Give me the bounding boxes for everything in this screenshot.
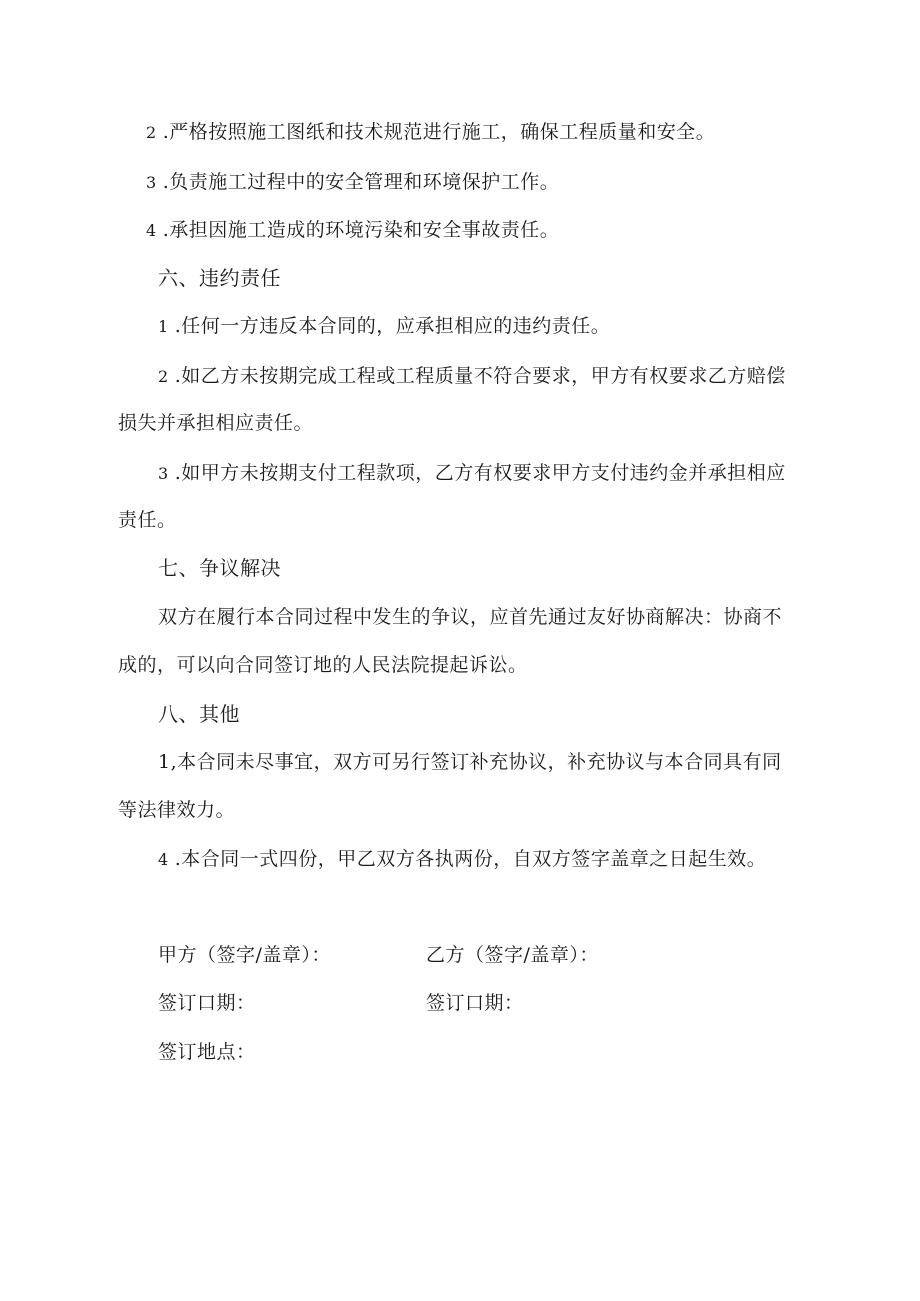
section8-item4 <box>158 848 766 871</box>
section5-item4 <box>146 219 559 242</box>
item-text: .负责施工过程中的安全管理和环境保护工作。 <box>162 171 560 193</box>
party-b-date-label: 签订口期： <box>426 992 524 1014</box>
item-number: 4 <box>158 850 169 869</box>
item-text: .如甲方未按期支付工程款项，乙方有权要求甲方支付违约金并承担相应 <box>174 462 786 484</box>
item-text: .本合同一式四份，甲乙双方各执两份，自双方签字盖章之日起生效。 <box>174 848 767 870</box>
section6-item2-line2: 损失并承担相应责任。 <box>118 412 314 434</box>
section6-item3-line1 <box>158 462 786 485</box>
section6-heading: 六、违约责任 <box>158 266 281 290</box>
section5-item2 <box>146 121 715 144</box>
section7-heading: 七、争议解决 <box>158 556 281 580</box>
section5-item3 <box>146 171 559 194</box>
item-number: 1 <box>158 317 169 336</box>
item-text: .承担因施工造成的环境污染和安全事故责任。 <box>162 219 560 241</box>
party-a-signature-label: 甲方（签字/盖章）： <box>158 944 331 966</box>
section7-para-line2: 成的，可以向合同签订地的人民法院提起诉讼。 <box>118 654 528 676</box>
signing-place-label: 签订地点： <box>158 1041 256 1063</box>
item-text: .任何一方违反本合同的，应承担相应的违约责任。 <box>174 315 611 337</box>
item-text: .如乙方未按期完成工程或工程质量不符合要求，甲方有权要求乙方赔偿 <box>174 365 786 387</box>
section6-item1 <box>158 315 610 338</box>
section8-heading: 八、其他 <box>158 702 240 726</box>
item-number: 3 <box>146 173 157 192</box>
item-number: 4 <box>146 221 157 240</box>
section6-item3-line2: 责任。 <box>118 509 177 531</box>
section7-para-line1: 双方在履行本合同过程中发生的争议，应首先通过友好协商解决：协商不 <box>158 606 783 628</box>
party-b-signature-label: 乙方（签字/盖章）： <box>426 944 599 966</box>
item-number: 3 <box>158 464 169 483</box>
item-number: 2 <box>146 123 157 142</box>
item-number: 2 <box>158 367 169 386</box>
item-text: .严格按照施工图纸和技术规范进行施工，确保工程质量和安全。 <box>162 121 716 143</box>
section6-item2-line1 <box>158 365 786 388</box>
section8-item1-line1: 1,本合同未尽事宜，双方可另行签订补充协议，补充协议与本合同具有同 <box>158 751 782 773</box>
party-a-date-label: 签订口期： <box>158 992 256 1014</box>
section8-item1-line2: 等法律效力。 <box>118 799 236 821</box>
